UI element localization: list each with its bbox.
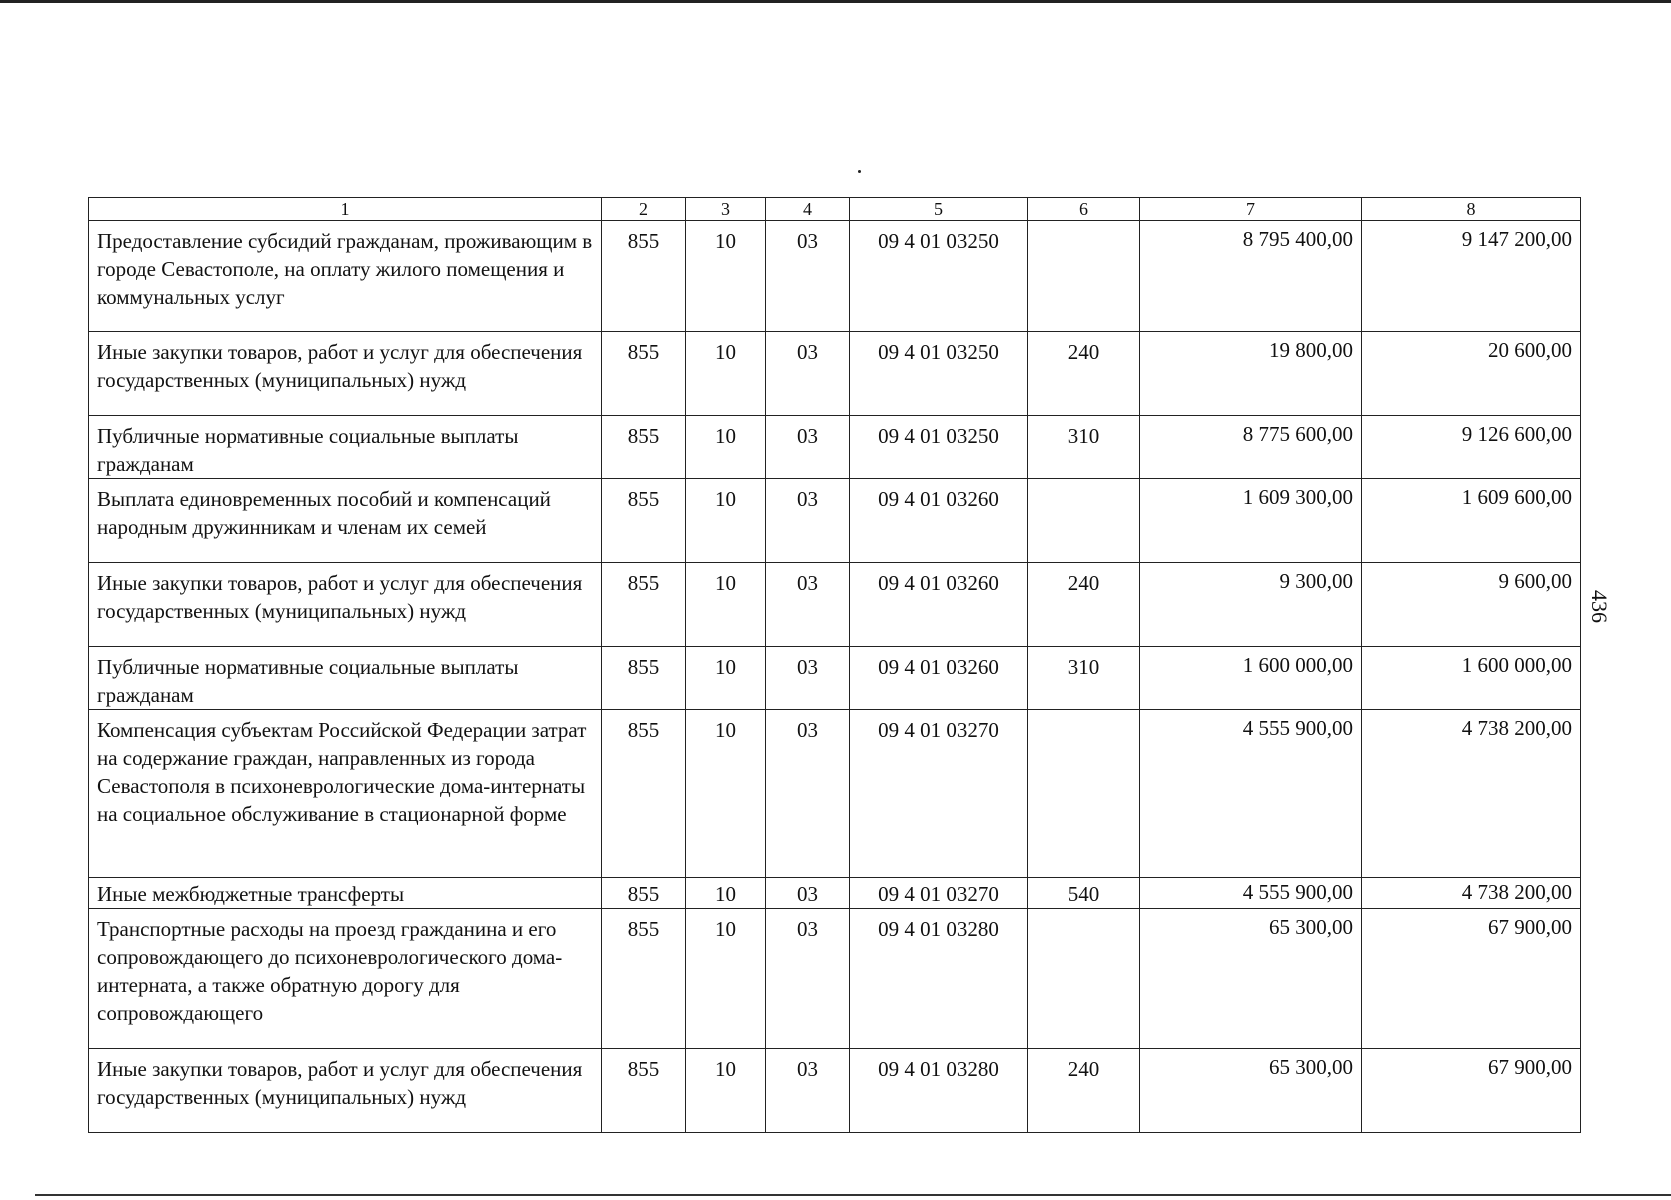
page-number: 436 — [1587, 590, 1612, 623]
amount-year-1: 9 300,00 — [1140, 563, 1362, 647]
amount-year-2: 1 609 600,00 — [1362, 479, 1581, 563]
target-article-code: 09 4 01 03250 — [850, 416, 1028, 479]
row-name: Иные закупки товаров, работ и услуг для обеспечения государственных (муниципальных) нужд — [89, 563, 602, 647]
header-cell: 2 — [602, 198, 686, 221]
target-article-code: 09 4 01 03280 — [850, 909, 1028, 1049]
table-row — [89, 332, 1581, 416]
amount-year-2: 67 900,00 — [1362, 909, 1581, 1049]
target-article-code: 09 4 01 03270 — [850, 878, 1028, 909]
table-row — [89, 479, 1581, 563]
amount-year-1: 19 800,00 — [1140, 332, 1362, 416]
header-cell: 5 — [850, 198, 1028, 221]
ministry-code: 855 — [602, 878, 686, 909]
expense-type-code: 240 — [1028, 1049, 1140, 1133]
section-code: 10 — [686, 416, 766, 479]
ministry-code: 855 — [602, 479, 686, 563]
subsection-code: 03 — [766, 563, 850, 647]
expense-type-code: 240 — [1028, 563, 1140, 647]
scan-speck — [858, 170, 861, 173]
expense-type-code: 240 — [1028, 332, 1140, 416]
expense-type-code — [1028, 710, 1140, 878]
amount-year-1: 65 300,00 — [1140, 1049, 1362, 1133]
subsection-code: 03 — [766, 909, 850, 1049]
ministry-code: 855 — [602, 563, 686, 647]
amount-year-1: 1 600 000,00 — [1140, 647, 1362, 710]
amount-year-2: 67 900,00 — [1362, 1049, 1581, 1133]
subsection-code: 03 — [766, 647, 850, 710]
row-name: Иные межбюджетные трансферты — [89, 878, 602, 909]
table-row — [89, 647, 1581, 710]
expense-type-code — [1028, 909, 1140, 1049]
table-header-row — [89, 198, 1581, 221]
amount-year-2: 4 738 200,00 — [1362, 878, 1581, 909]
subsection-code: 03 — [766, 221, 850, 332]
header-cell: 1 — [89, 198, 602, 221]
section-code: 10 — [686, 909, 766, 1049]
target-article-code: 09 4 01 03250 — [850, 221, 1028, 332]
ministry-code: 855 — [602, 647, 686, 710]
header-cell: 4 — [766, 198, 850, 221]
header-cell: 7 — [1140, 198, 1362, 221]
amount-year-2: 9 600,00 — [1362, 563, 1581, 647]
section-code: 10 — [686, 332, 766, 416]
target-article-code: 09 4 01 03260 — [850, 563, 1028, 647]
section-code: 10 — [686, 710, 766, 878]
ministry-code: 855 — [602, 710, 686, 878]
amount-year-2: 20 600,00 — [1362, 332, 1581, 416]
target-article-code: 09 4 01 03270 — [850, 710, 1028, 878]
amount-year-1: 65 300,00 — [1140, 909, 1362, 1049]
amount-year-1: 1 609 300,00 — [1140, 479, 1362, 563]
expense-type-code: 540 — [1028, 878, 1140, 909]
subsection-code: 03 — [766, 710, 850, 878]
expense-type-code — [1028, 221, 1140, 332]
table-row — [89, 878, 1581, 909]
section-code: 10 — [686, 878, 766, 909]
expense-type-code: 310 — [1028, 647, 1140, 710]
expense-type-code: 310 — [1028, 416, 1140, 479]
row-name: Иные закупки товаров, работ и услуг для обеспечения государственных (муниципальных) нужд — [89, 1049, 602, 1133]
target-article-code: 09 4 01 03250 — [850, 332, 1028, 416]
target-article-code: 09 4 01 03280 — [850, 1049, 1028, 1133]
amount-year-1: 4 555 900,00 — [1140, 878, 1362, 909]
target-article-code: 09 4 01 03260 — [850, 479, 1028, 563]
row-name: Публичные нормативные социальные выплаты гражданам — [89, 647, 602, 710]
amount-year-2: 9 126 600,00 — [1362, 416, 1581, 479]
amount-year-2: 1 600 000,00 — [1362, 647, 1581, 710]
row-name: Транспортные расходы на проезд гражданина и его сопровождающего до психоневрологического дома-интерната, а также обратную дорогу для сопровождающего — [89, 909, 602, 1049]
subsection-code: 03 — [766, 1049, 850, 1133]
row-name: Предоставление субсидий гражданам, проживающим в городе Севастополе, на оплату жилого помещения и коммунальных услуг — [89, 221, 602, 332]
table-row — [89, 563, 1581, 647]
section-code: 10 — [686, 647, 766, 710]
amount-year-1: 8 795 400,00 — [1140, 221, 1362, 332]
subsection-code: 03 — [766, 479, 850, 563]
header-cell: 6 — [1028, 198, 1140, 221]
bottom-border-line — [35, 1194, 1671, 1196]
amount-year-1: 4 555 900,00 — [1140, 710, 1362, 878]
ministry-code: 855 — [602, 1049, 686, 1133]
section-code: 10 — [686, 479, 766, 563]
budget-table — [88, 197, 1581, 1133]
header-cell: 3 — [686, 198, 766, 221]
row-name: Иные закупки товаров, работ и услуг для обеспечения государственных (муниципальных) нужд — [89, 332, 602, 416]
row-name: Публичные нормативные социальные выплаты гражданам — [89, 416, 602, 479]
top-border-line — [0, 0, 1671, 3]
table-row — [89, 710, 1581, 878]
amount-year-2: 4 738 200,00 — [1362, 710, 1581, 878]
subsection-code: 03 — [766, 878, 850, 909]
table-row — [89, 1049, 1581, 1133]
target-article-code: 09 4 01 03260 — [850, 647, 1028, 710]
ministry-code: 855 — [602, 332, 686, 416]
ministry-code: 855 — [602, 221, 686, 332]
expense-type-code — [1028, 479, 1140, 563]
amount-year-2: 9 147 200,00 — [1362, 221, 1581, 332]
table-row — [89, 909, 1581, 1049]
ministry-code: 855 — [602, 909, 686, 1049]
section-code: 10 — [686, 1049, 766, 1133]
section-code: 10 — [686, 221, 766, 332]
table-row — [89, 416, 1581, 479]
subsection-code: 03 — [766, 332, 850, 416]
row-name: Выплата единовременных пособий и компенсаций народным дружинникам и членам их семей — [89, 479, 602, 563]
section-code: 10 — [686, 563, 766, 647]
row-name: Компенсация субъектам Российской Федерации затрат на содержание граждан, направленных из города Севастополя в психоневрологические дома-интернаты на социальное обслуживание в стационарной форме — [89, 710, 602, 878]
header-cell: 8 — [1362, 198, 1581, 221]
subsection-code: 03 — [766, 416, 850, 479]
table-row — [89, 221, 1581, 332]
ministry-code: 855 — [602, 416, 686, 479]
amount-year-1: 8 775 600,00 — [1140, 416, 1362, 479]
